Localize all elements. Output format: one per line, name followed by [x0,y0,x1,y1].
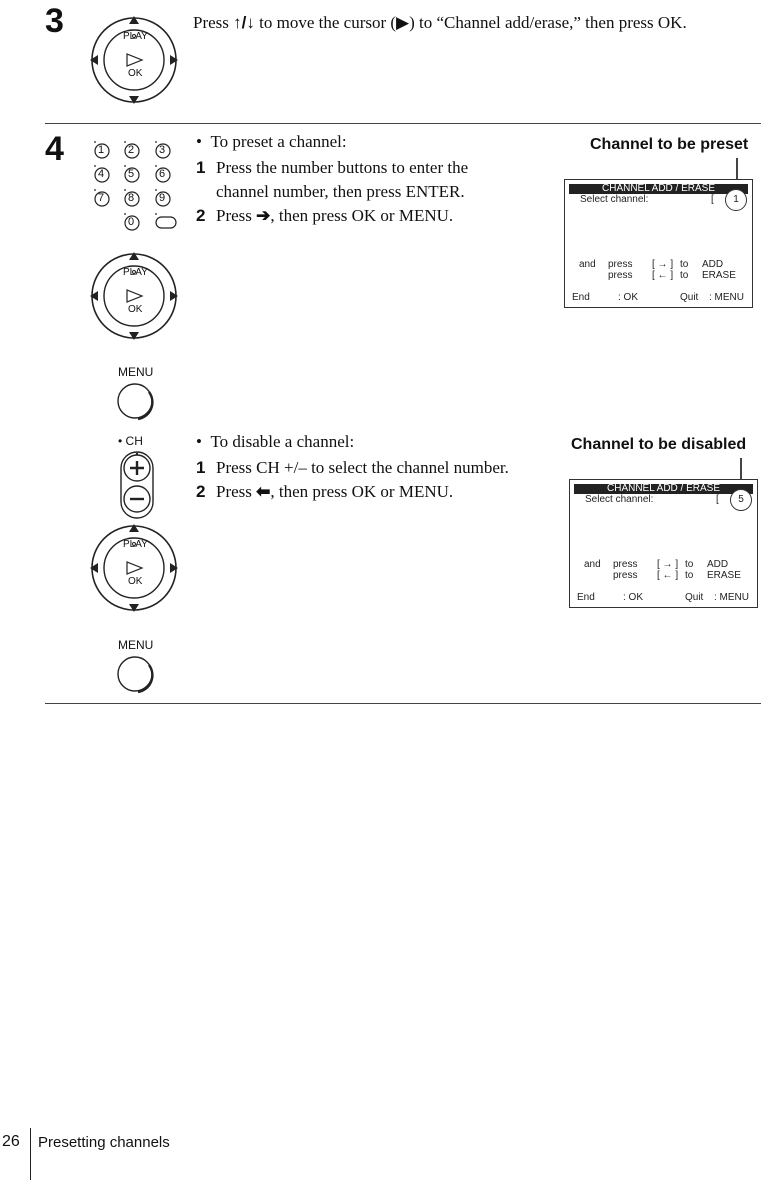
row2-key: [ ← ] [652,270,674,281]
menu-label: MENU [118,638,154,652]
key-5-label: 5 [128,168,135,180]
left-arrow-icon: ⬅ [256,482,271,501]
key-9-label: 9 [159,192,166,204]
preset-substep-1-cont: channel number, then press ENTER. [216,182,465,201]
ok-label: OK [128,576,143,587]
cursor-icon: ▶ [396,13,410,32]
row1-key: [ → ] [657,559,679,570]
row2-to: to [685,570,694,581]
remote-dpad-icon [86,250,182,342]
row1-and: and [584,559,601,570]
quit-label: Quit [680,292,699,303]
screen-title: CHANNEL ADD / ERASE [574,484,753,494]
key-4-label: 4 [98,168,105,180]
row1-action: ADD [707,559,729,570]
end-value: : OK [618,292,639,303]
row2-press: press [613,570,638,581]
screen-title: CHANNEL ADD / ERASE [569,184,748,194]
ok-label: OK [128,304,143,315]
step-4-number: 4 [45,130,64,168]
number-keypad [92,140,182,235]
key-2-label: 2 [128,144,135,156]
quit-value: : MENU [714,592,749,603]
row2-key: [ ← ] [657,570,679,581]
callout-preset: Channel to be preset [590,136,749,153]
select-channel-label: Select channel: [580,194,649,205]
preset-substep-1: 1 Press the number buttons to enter the [196,158,469,177]
row2-to: to [680,270,689,281]
menu-label: MENU [118,365,154,379]
key-1-label: 1 [98,144,105,156]
section-divider-top [45,123,761,124]
channel-plus-minus-icon [118,449,158,521]
end-label: End [577,592,595,603]
key-0-label: 0 [128,216,135,228]
channel-bracket: [ [711,194,714,205]
disable-substep-1: 1 Press CH +/– to select the channel number. [196,458,509,477]
end-label: End [572,292,590,303]
key-3-label: 3 [159,144,166,156]
callout-disabled: Channel to be disabled [571,436,747,453]
row1-press: press [613,559,638,570]
row1-and: and [579,259,596,270]
footer-divider [30,1128,31,1180]
row1-key: [ → ] [652,259,674,270]
menu-button-icon [116,655,158,695]
tv-screen-preset [564,179,753,308]
section-divider-bottom [45,703,761,704]
row1-action: ADD [702,259,724,270]
channel-number: 5 [730,489,752,511]
disable-instructions [196,430,556,504]
step-3-text: Press ↑/↓ to move the cursor (▶) to “Channel add/erase,” then press OK. [193,13,687,32]
row2-press: press [608,270,633,281]
row2-action: ERASE [702,270,736,281]
play-label: PLAY [123,31,148,42]
end-value: : OK [623,592,644,603]
key-7-label: 7 [98,192,105,204]
row1-press: press [608,259,633,270]
remote-dpad-icon [86,522,182,614]
number-keypad-buttons-icon [92,140,182,235]
channel-bracket: [ [716,494,719,505]
right-arrow-icon: ➔ [256,206,271,225]
up-down-arrow-icon: ↑/↓ [233,13,255,32]
key-8-label: 8 [128,192,135,204]
menu-button-icon [116,382,158,422]
tv-screen-disable [569,479,758,608]
quit-label: Quit [685,592,704,603]
key-6-label: 6 [159,168,166,180]
ch-label: • CH [118,434,143,448]
select-channel-label: Select channel: [585,494,654,505]
ok-label: OK [128,68,143,79]
play-label: PLAY [123,539,148,550]
play-label: PLAY [123,267,148,278]
page-number: 26 [2,1133,20,1150]
disable-intro: • To disable a channel: [196,432,355,451]
row1-to: to [680,259,689,270]
preset-intro: • To preset a channel: [196,132,347,151]
channel-number: 1 [725,189,747,211]
row2-action: ERASE [707,570,741,581]
row1-to: to [685,559,694,570]
preset-instructions [196,130,536,228]
preset-substep-2: 2 Press ➔, then press OK or MENU. [196,206,454,225]
remote-dpad-icon [86,14,182,106]
step-3-number: 3 [45,2,64,40]
quit-value: : MENU [709,292,744,303]
section-title: Presetting channels [38,1134,170,1151]
disable-substep-2: 2 Press ⬅, then press OK or MENU. [196,482,454,501]
